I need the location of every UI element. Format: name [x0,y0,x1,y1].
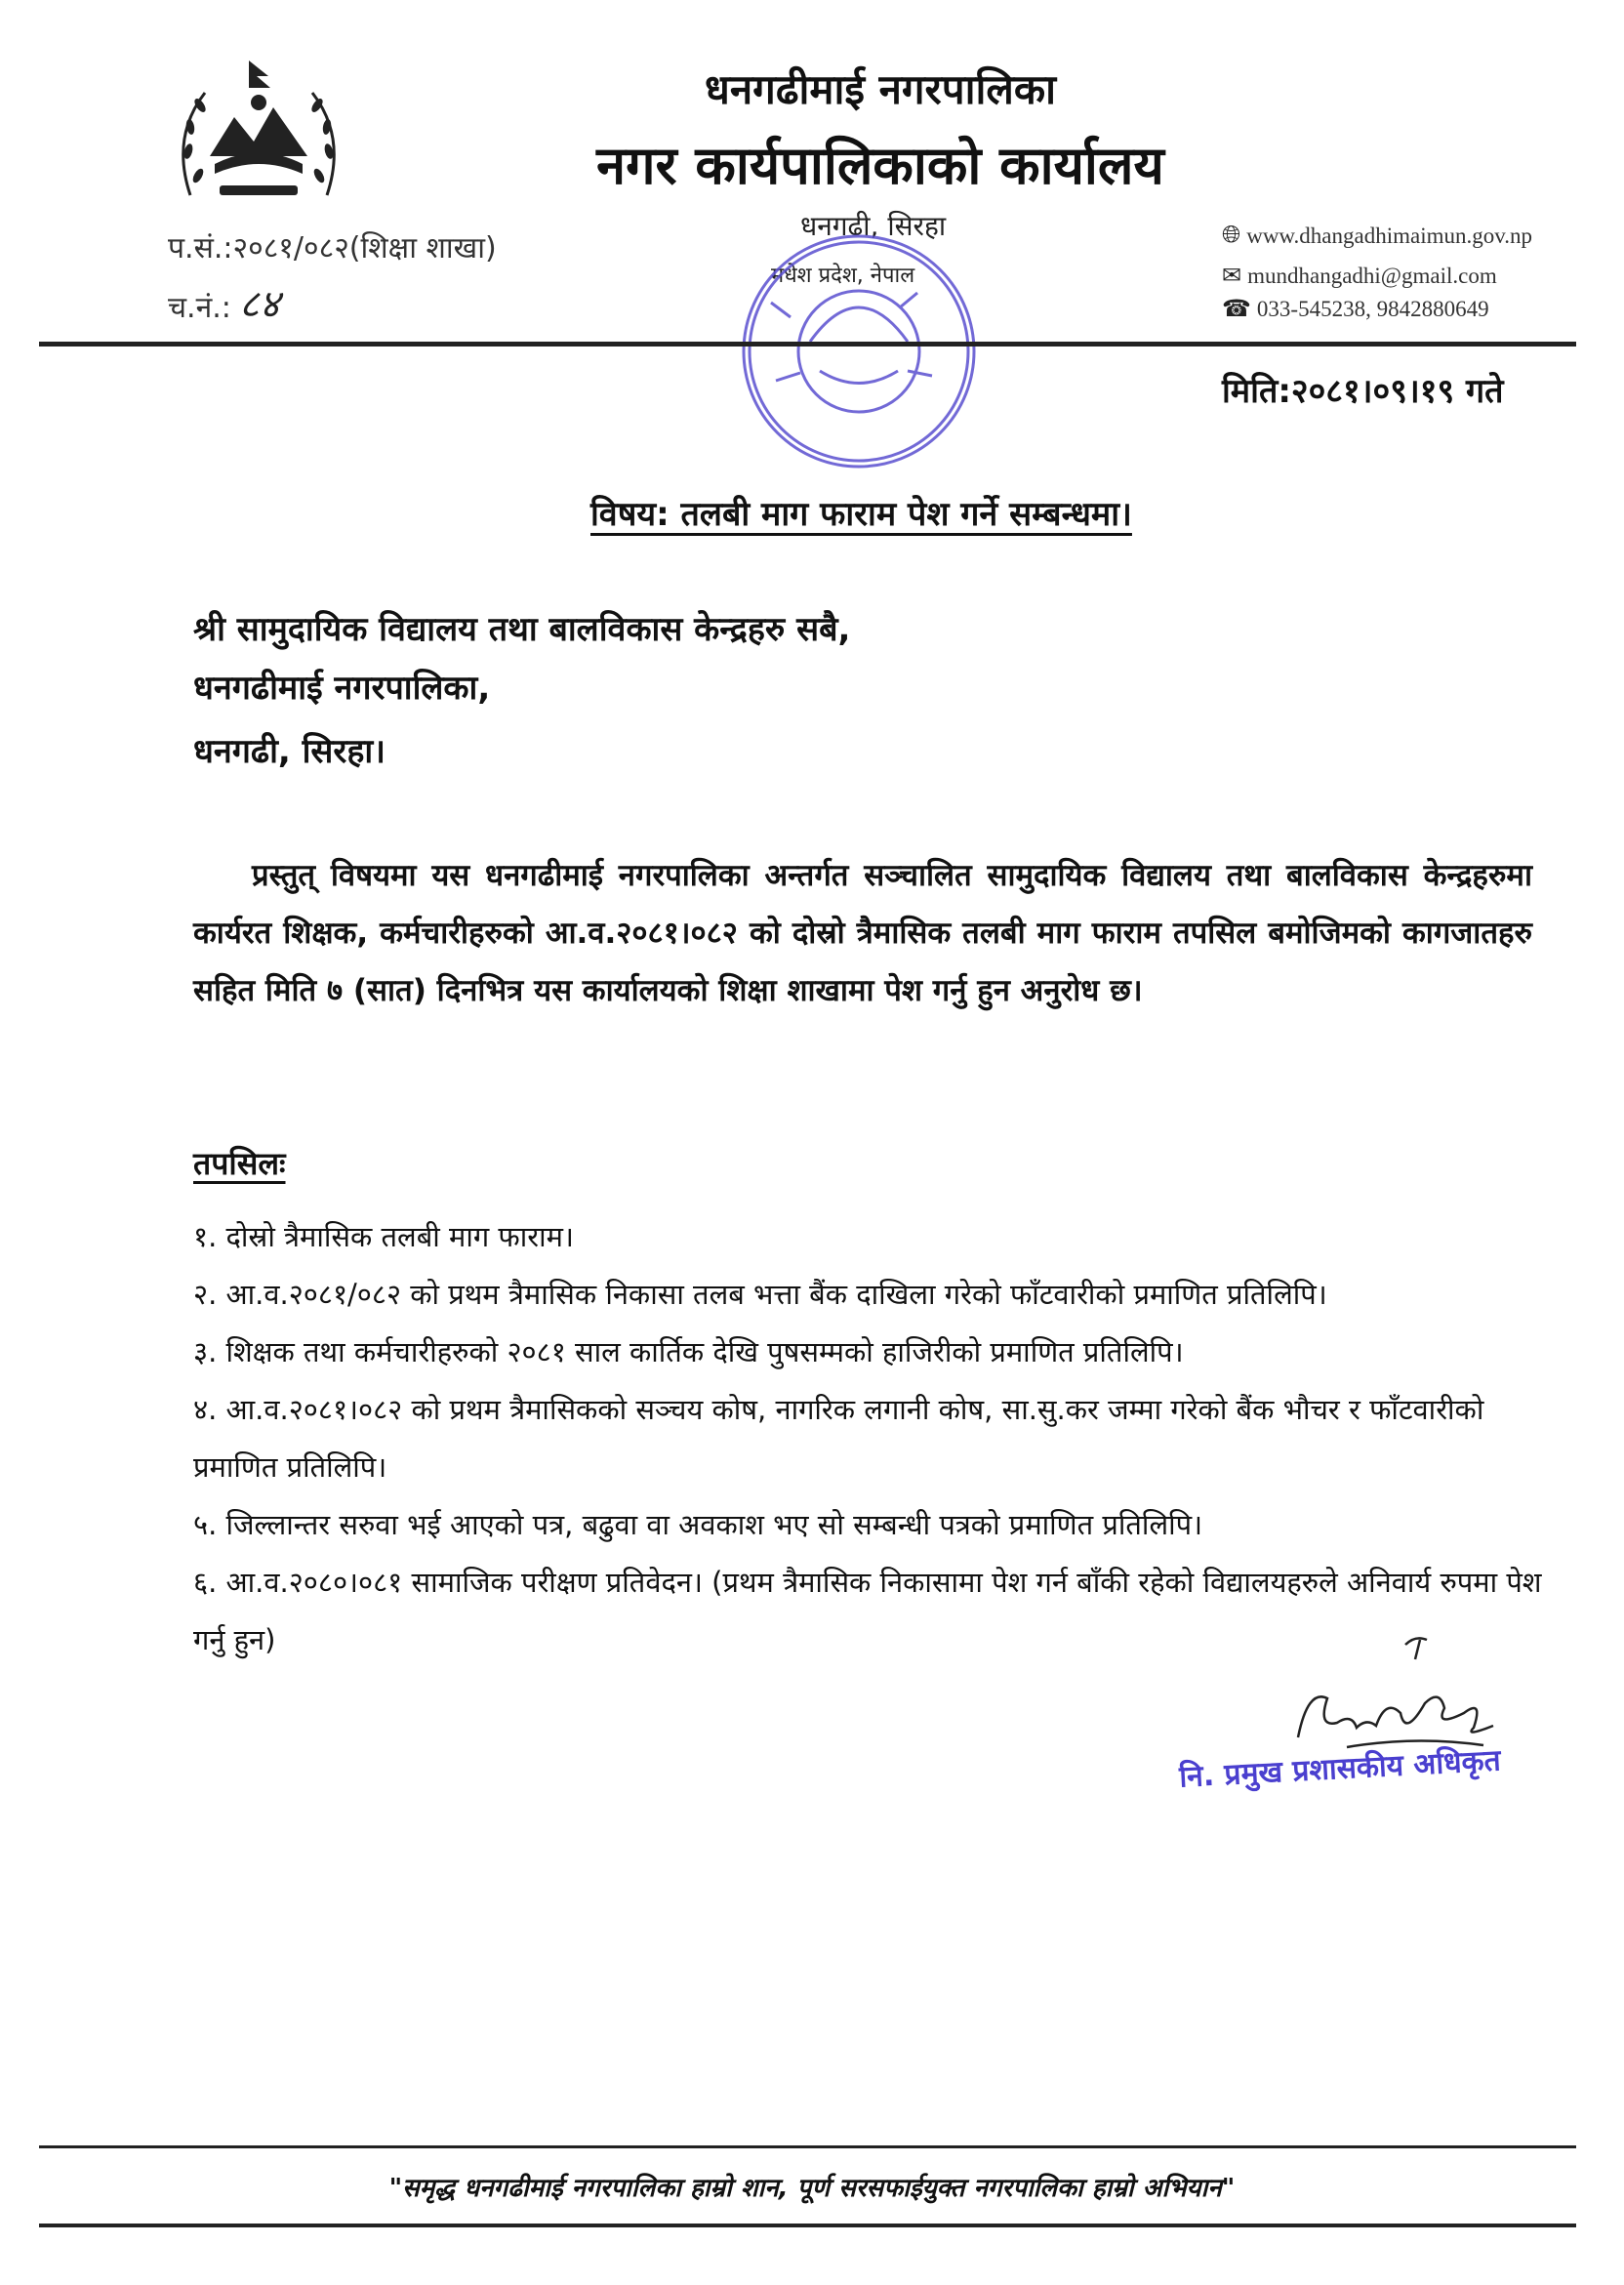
footer-slogan: "समृद्ध धनगढीमाई नगरपालिका हाम्रो शान, पूर्ण सरसफाईयुक्त नगरपालिका हाम्रो अभियान" [388,2174,1236,2203]
addressee-line-3: धनगढी, सिरहा। [193,732,386,771]
letter-date: मिति:२०८१।०९।१९ गते [1222,372,1504,411]
details-heading: तपसिलः [193,1145,286,1182]
details-list [193,1208,1550,1669]
list-item: ३. शिक्षक तथा कर्मचारीहरुको २०८१ साल कार्तिक देखि पुषसम्मको हाजिरीको प्रमाणित प्रतिलिपि। [193,1335,1184,1368]
dispatch-value: ८४ [238,282,280,327]
mail-icon: ✉ [1222,264,1242,289]
addressee-line-2: धनगढीमाई नगरपालिका, [193,669,491,708]
email-text: mundhangadhi@gmail.com [1247,263,1497,288]
phone-contact [1222,295,1489,323]
footer-divider-bottom [39,2224,1576,2227]
list-item: १. दोस्रो त्रैमासिक तलबी माग फाराम। [193,1220,574,1253]
website-text: www.dhangadhimaimun.gov.np [1246,223,1532,248]
office-seal-stamp [712,215,1005,488]
globe-icon: 🌐︎ [1222,223,1241,248]
header-divider [39,342,1576,347]
address-line-2: मधेश प्रदेश, नेपाल [771,264,915,288]
signatory-title: नि. प्रमुख प्रशासकीय अधिकृत [1178,1743,1502,1795]
address-line-1: धनगढी, सिरहा [800,210,947,242]
phone-icon: ☎ [1222,297,1251,322]
office-name: नगर कार्यपालिकाको कार्यालय [596,135,1164,196]
letter-body: प्रस्तुत् विषयमा यस धनगढीमाई नगरपालिका अन्तर्गत सञ्चालित सामुदायिक विद्यालय तथा बालविकास केन्द्रहरुमा कार्यरत शिक्षक, कर्मचारीहरुको आ.व.२०८१।०८२ को दोस्रो त्रैमासिक तलबी माग फाराम तपसिल बमोजिमको कागजातहरु सहित मिति ७ (सात) दिनभित्र यस कार्यालयको शिक्षा शाखामा पेश गर्नु हुन अनुरोध छ। [193,858,1532,1008]
organization-name: धनगढीमाई नगरपालिका [705,65,1056,113]
phone-text: 033-545238, 9842880649 [1256,296,1489,321]
footer-divider-top [39,2145,1576,2148]
addressee-line-1: श्री सामुदायिक विद्यालय तथा बालविकास केन्द्रहरु सबै, [193,610,851,649]
list-item: ५. जिल्लान्तर सरुवा भई आएको पत्र, बढुवा वा अवकाश भए सो सम्बन्धी पत्रको प्रमाणित प्रतिलिपि। [193,1508,1203,1541]
list-item: २. आ.व.२०८१/०८२ को प्रथम त्रैमासिक निकासा तलब भत्ता बैंक दाखिला गरेको फाँटवारीको प्रमाणित प्रतिलिपि। [193,1278,1327,1311]
website-contact [1222,223,1532,249]
list-item: ६. आ.व.२०८०।०८१ सामाजिक परीक्षण प्रतिवेदन। (प्रथम त्रैमासिक निकासामा पेश गर्न बाँकी रहेको विद्यालयहरुले अनिवार्य रुपमा पेश गर्नु हुन) [193,1566,1542,1656]
dispatch-label: च.नं.: [168,291,231,325]
dispatch-number [168,275,280,329]
list-item: ४. आ.व.२०८१।०८२ को प्रथम त्रैमासिकको सञ्चय कोष, नागरिक लगानी कोष, सा.सु.कर जम्मा गरेको बैंक भौचर र फाँटवारीको प्रमाणित प्रतिलिपि। [193,1393,1484,1484]
reference-number: प.सं.:२०८१/०८२(शिक्षा शाखा) [168,231,497,265]
letter-subject: विषय: तलबी माग फाराम पेश गर्ने सम्बन्धमा। [590,495,1132,534]
email-contact [1222,262,1497,290]
signature-block [1171,1620,1571,1816]
